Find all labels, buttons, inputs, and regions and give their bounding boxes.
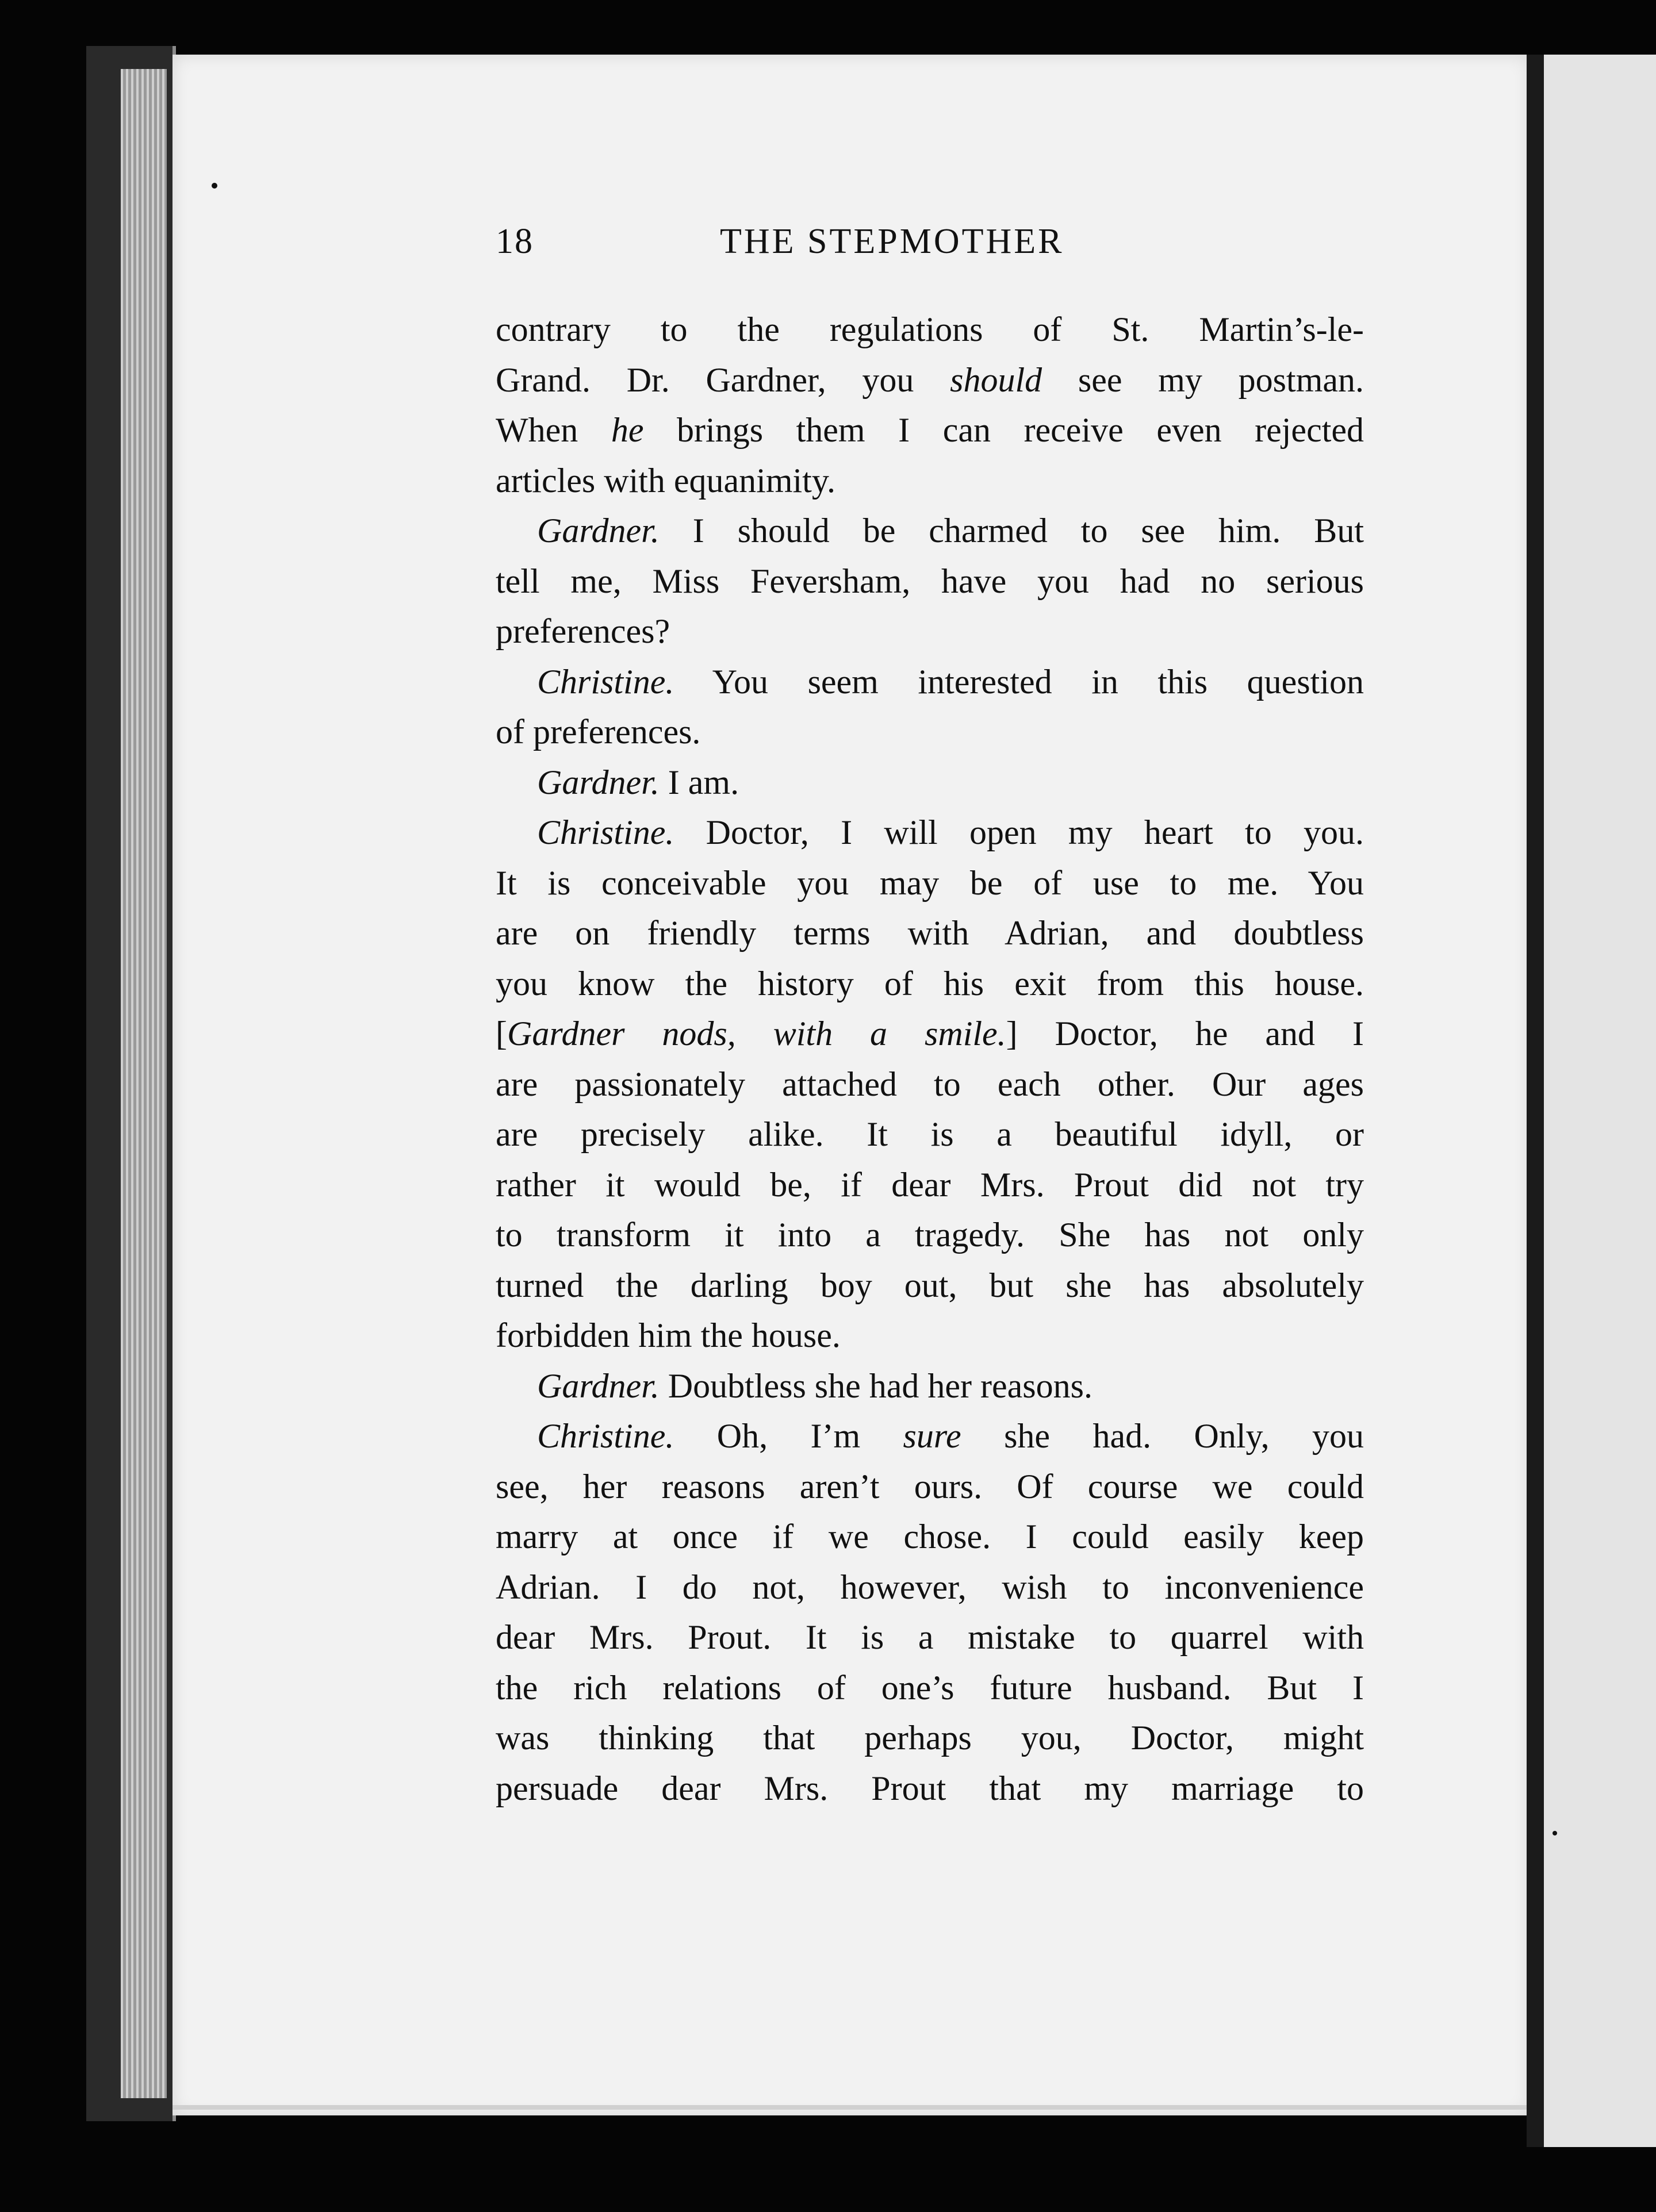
text-line: persuade dear Mrs. Prout that my marriage to <box>496 1769 1364 1807</box>
text-line: Gardner. Doubtless she had her reasons. <box>537 1366 1092 1405</box>
page-edges <box>121 69 167 2098</box>
text-line: you know the history of his exit from this house. <box>496 964 1364 1003</box>
dialogue-christine <box>496 1411 1364 1814</box>
page-number: 18 <box>496 222 534 261</box>
dialogue-christine <box>496 657 1364 758</box>
text-line: to transform it into a tragedy. She has not only <box>496 1216 1364 1254</box>
text-line: dear Mrs. Prout. It is a mistake to quarrel with <box>496 1618 1364 1656</box>
text-line: articles with equanimity. <box>496 461 835 500</box>
text-line: are passionately attached to each other. Our ages <box>496 1065 1364 1103</box>
text-line: Christine. You seem interested in this question <box>537 662 1364 701</box>
dialogue-christine <box>496 808 1364 1361</box>
text-line: contrary to the regulations of St. Martin’s-le- <box>496 310 1364 348</box>
dialogue-gardner <box>496 1361 1364 1412</box>
scan-speck <box>212 183 217 189</box>
speaker-name: Gardner. <box>537 512 660 550</box>
book-spine-edge <box>86 46 176 2121</box>
emphasis: he <box>611 411 644 449</box>
running-head <box>496 221 1370 267</box>
text-line: are precisely alike. It is a beautiful idyll, or <box>496 1115 1364 1153</box>
text-line: turned the darling boy out, but she has absolutely <box>496 1266 1364 1304</box>
text-line: are on friendly terms with Adrian, and doubtless <box>496 914 1364 952</box>
text-line: Christine. Oh, I’m sure she had. Only, you <box>537 1417 1364 1455</box>
text-line: Gardner. I should be charmed to see him. But <box>537 512 1364 550</box>
running-title: THE STEPMOTHER <box>720 222 1064 261</box>
scan-speck <box>1552 1831 1557 1835</box>
text-line: see, her reasons aren’t ours. Of course we could <box>496 1467 1364 1506</box>
page-text <box>496 305 1364 1814</box>
speaker-name: Christine. <box>537 1417 674 1455</box>
text-line: tell me, Miss Feversham, have you had no serious <box>496 562 1364 600</box>
text-line: marry at once if we chose. I could easily keep <box>496 1518 1364 1556</box>
text-line: Grand. Dr. Gardner, you should see my postman. <box>496 360 1364 399</box>
text-line: Christine. Doctor, I will open my heart to you. <box>537 813 1364 851</box>
text-line: Adrian. I do not, however, wish to inconvenience <box>496 1568 1364 1606</box>
text-line: the rich relations of one’s future husband. But I <box>496 1668 1364 1707</box>
speaker-name: Christine. <box>537 662 674 701</box>
emphasis: sure <box>903 1417 961 1455</box>
emphasis: should <box>950 360 1042 399</box>
text-line: Gardner. I am. <box>537 763 739 801</box>
book-gutter <box>1527 55 1544 2147</box>
text-line: of preferences. <box>496 713 701 751</box>
text-line: [Gardner nods, with a smile.] Doctor, he and I <box>496 1015 1364 1053</box>
stage-direction: Gardner nods, with a smile. <box>507 1015 1006 1053</box>
facing-page-edge <box>1544 55 1656 2147</box>
page-bottom-edge <box>172 2105 1529 2110</box>
speaker-name: Gardner. <box>537 1366 660 1405</box>
text-line: When he brings them I can receive even rejected <box>496 411 1364 449</box>
dialogue-gardner <box>496 506 1364 657</box>
text-line: It is conceivable you may be of use to me. You <box>496 863 1364 902</box>
text-line: was thinking that perhaps you, Doctor, might <box>496 1719 1364 1757</box>
speaker-name: Christine. <box>537 813 674 851</box>
text-line: forbidden him the house. <box>496 1316 841 1354</box>
dialogue-gardner <box>496 758 1364 808</box>
text-line: preferences? <box>496 612 670 650</box>
speaker-name: Gardner. <box>537 763 660 801</box>
paragraph <box>496 305 1364 506</box>
text-line: rather it would be, if dear Mrs. Prout did not try <box>496 1165 1364 1204</box>
